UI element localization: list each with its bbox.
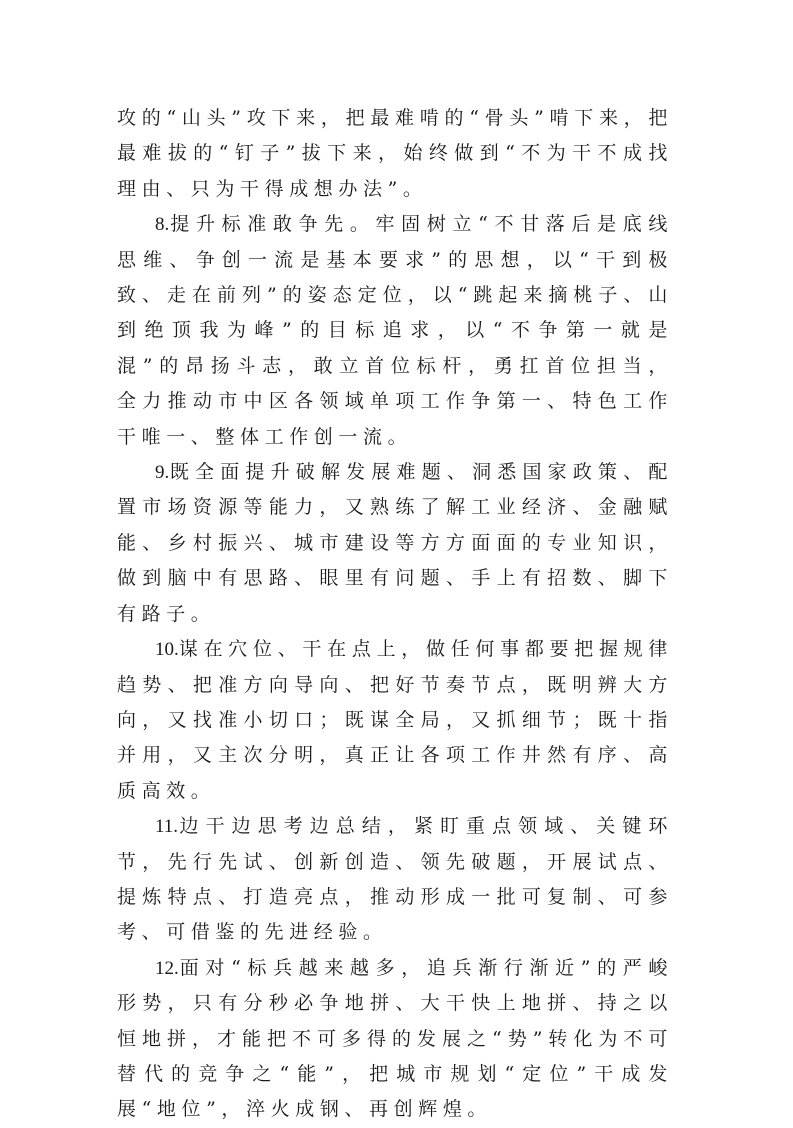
paragraph-text: 边干边思考边总结，紧盯重点领域、关键环节，先行先试、创新创造、领先破题，开展试点、提炼特点、打造亮点，推动形成一批可复制、可参考、可借鉴的先进经验。 [117, 815, 673, 944]
paragraph-text: 面对“标兵越来越多，追兵渐行渐近”的严峻形势，只有分秒必争地拼、大干快上地拼、持之以恒地拼，才能把不可多得的发展之“势”转化为不可替代的竞争之“能”，把城市规划“定位”干成发展“地位”，淬火成钢、再创辉煌。 [117, 956, 673, 1121]
paragraph-text: 提升标准敢争先。牢固树立“不甘落后是底线思维、争创一流是基本要求”的思想，以“干到极致、走在前列”的姿态定位，以“跳起来摘桃子、山到绝顶我为峰”的目标追求，以“不争第一就是混”的昂扬斗志，敢立首位标杆，勇扛首位担当，全力推动市中区各领域单项工作争第一、特色工作干唯一、整体工作创一流。 [117, 213, 673, 448]
paragraph-continuation [117, 101, 673, 207]
paragraph-item-11 [117, 809, 673, 951]
paragraph-item-10 [117, 632, 673, 809]
paragraph-item-12 [117, 951, 673, 1128]
item-number: 12. [155, 957, 179, 979]
item-number: 9. [155, 462, 170, 484]
paragraph-item-9 [117, 455, 673, 632]
document-page [117, 101, 673, 1128]
item-number: 11. [155, 816, 179, 838]
paragraph-text: 谋在穴位、干在点上，做任何事都要把握规律趋势、把准方向导向、把好节奏节点，既明辨大方向，又找准小切口；既谋全局，又抓细节；既十指并用，又主次分明，真正让各项工作井然有序、高质高效。 [117, 638, 673, 802]
paragraph-item-8 [117, 207, 673, 455]
item-number: 8. [155, 214, 170, 236]
item-number: 10. [155, 639, 179, 661]
paragraph-text: 既全面提升破解发展难题、洞悉国家政策、配置市场资源等能力，又熟练了解工业经济、金融赋能、乡村振兴、城市建设等方方面面的专业知识，做到脑中有思路、眼里有问题、手上有招数、脚下有路子。 [117, 461, 673, 625]
paragraph-text: 攻的“山头”攻下来，把最难啃的“骨头”啃下来，把最难拔的“钉子”拔下来，始终做到“不为干不成找理由、只为干得成想办法”。 [117, 107, 673, 200]
